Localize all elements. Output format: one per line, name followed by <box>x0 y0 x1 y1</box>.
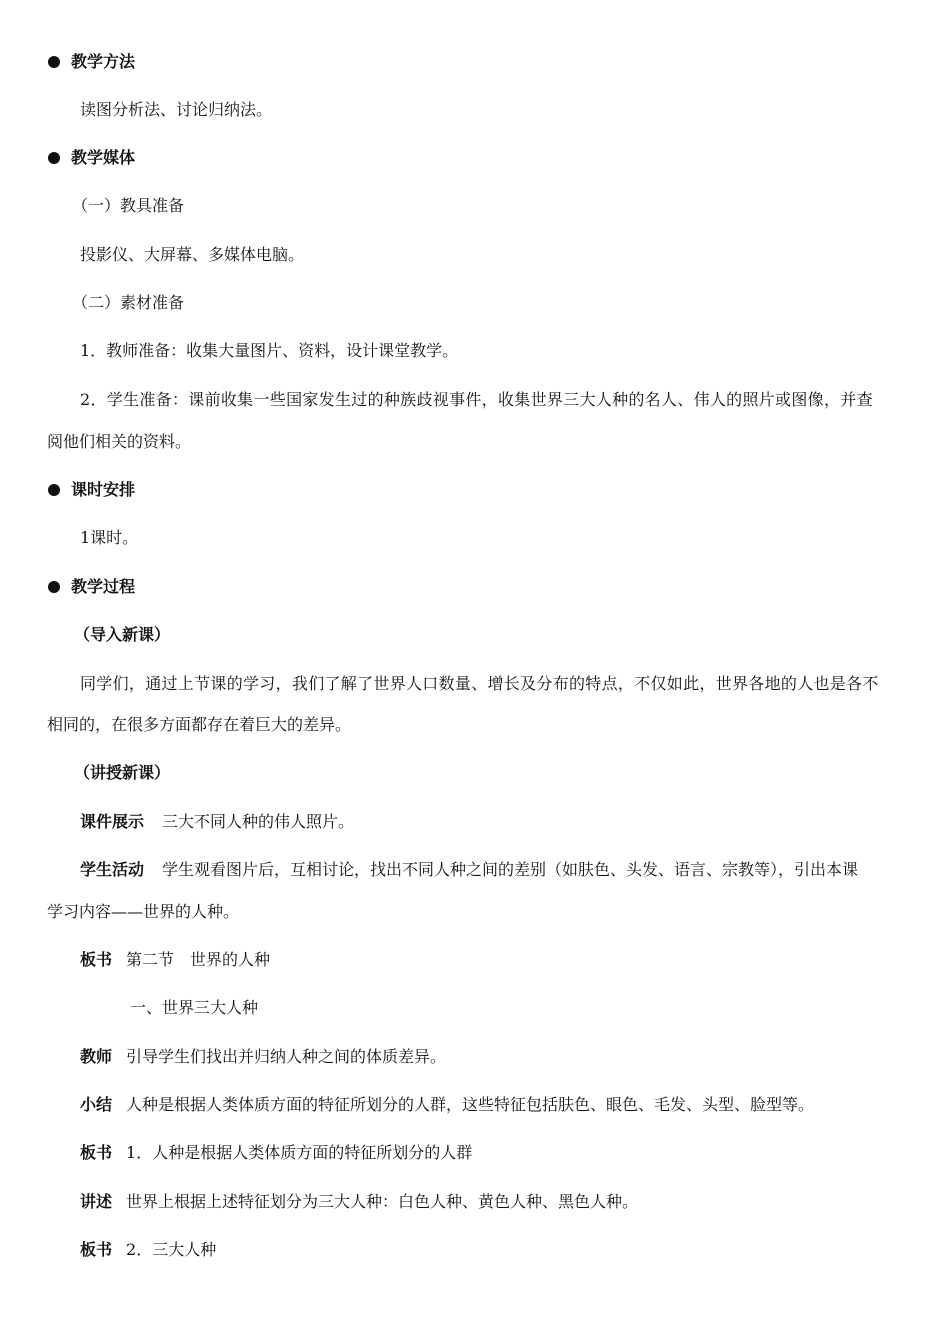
row-text: 世界上根据上述特征划分为三大人种：白色人种、黄色人种、黑色人种。 <box>126 1192 639 1211</box>
section-heading-schedule <box>48 480 135 500</box>
bullet-dot-icon <box>48 484 60 496</box>
lecture-heading: （讲授新课） <box>74 763 171 782</box>
materials-item-2-line1: 2．学生准备：课前收集一些国家发生过的种族歧视事件，收集世界三大人种的名人、伟人的照片或图像，并查 <box>80 390 873 409</box>
row-label: 讲述 <box>80 1192 113 1211</box>
row-label: 小结 <box>80 1095 113 1114</box>
row-text: 学生观看图片后，互相讨论，找出不同人种之间的差别（如肤色、头发、语言、宗教等），引出本课 <box>162 860 859 879</box>
row-label: 板书 <box>80 1143 113 1162</box>
row-text: 第二节 世界的人种 <box>126 950 271 969</box>
row-board-1 <box>80 950 270 970</box>
row-summary <box>80 1095 814 1115</box>
materials-item-1: 1．教师准备：收集大量图片、资料，设计课堂教学。 <box>80 341 459 360</box>
row-courseware <box>80 812 354 832</box>
row-student-activity-cont: 学习内容——世界的人种。 <box>47 902 240 921</box>
row-label: 课件展示 <box>80 812 145 831</box>
row-text: 人种是根据人类体质方面的特征所划分的人群，这些特征包括肤色、眼色、毛发、头型、脸型等。 <box>126 1095 815 1114</box>
schedule-text: 1课时。 <box>80 528 139 547</box>
tools-text: 投影仪、大屏幕、多媒体电脑。 <box>80 245 305 264</box>
row-teacher <box>80 1047 446 1067</box>
row-text: 三大不同人种的伟人照片。 <box>162 812 355 831</box>
row-student-activity <box>80 860 858 880</box>
row-text: 引导学生们找出并归纳人种之间的体质差异。 <box>126 1047 447 1066</box>
row-board-2 <box>80 1143 472 1163</box>
row-text: 1．人种是根据人类体质方面的特征所划分的人群 <box>126 1143 473 1162</box>
section-heading-process <box>48 577 135 597</box>
bullet-dot-icon <box>48 56 60 68</box>
heading-text: 教学媒体 <box>71 148 136 167</box>
intro-heading: （导入新课） <box>74 625 171 644</box>
row-label: 板书 <box>80 950 113 969</box>
heading-text: 教学过程 <box>71 577 136 596</box>
section-heading-media <box>48 148 135 168</box>
heading-text: 课时安排 <box>71 480 136 499</box>
intro-line1: 同学们，通过上节课的学习，我们了解了世界人口数量、增长及分布的特点，不仅如此，世界各地的人也是各不 <box>80 674 879 693</box>
row-narration <box>80 1192 638 1212</box>
section-heading-method <box>48 52 135 72</box>
row-label: 学生活动 <box>80 860 145 879</box>
tools-heading: （一）教具准备 <box>72 196 185 215</box>
row-board-3 <box>80 1240 216 1260</box>
heading-text: 教学方法 <box>71 52 136 71</box>
row-text: 2．三大人种 <box>126 1240 217 1259</box>
row-board-subheading: 一、世界三大人种 <box>130 998 259 1017</box>
intro-line2: 相同的，在很多方面都存在着巨大的差异。 <box>47 715 352 734</box>
row-label: 教师 <box>80 1047 113 1066</box>
bullet-dot-icon <box>48 581 60 593</box>
materials-heading: （二）素材准备 <box>72 293 185 312</box>
method-text: 读图分析法、讨论归纳法。 <box>80 100 273 119</box>
row-label: 板书 <box>80 1240 113 1259</box>
materials-item-2-line2: 阅他们相关的资料。 <box>47 432 192 451</box>
bullet-dot-icon <box>48 152 60 164</box>
